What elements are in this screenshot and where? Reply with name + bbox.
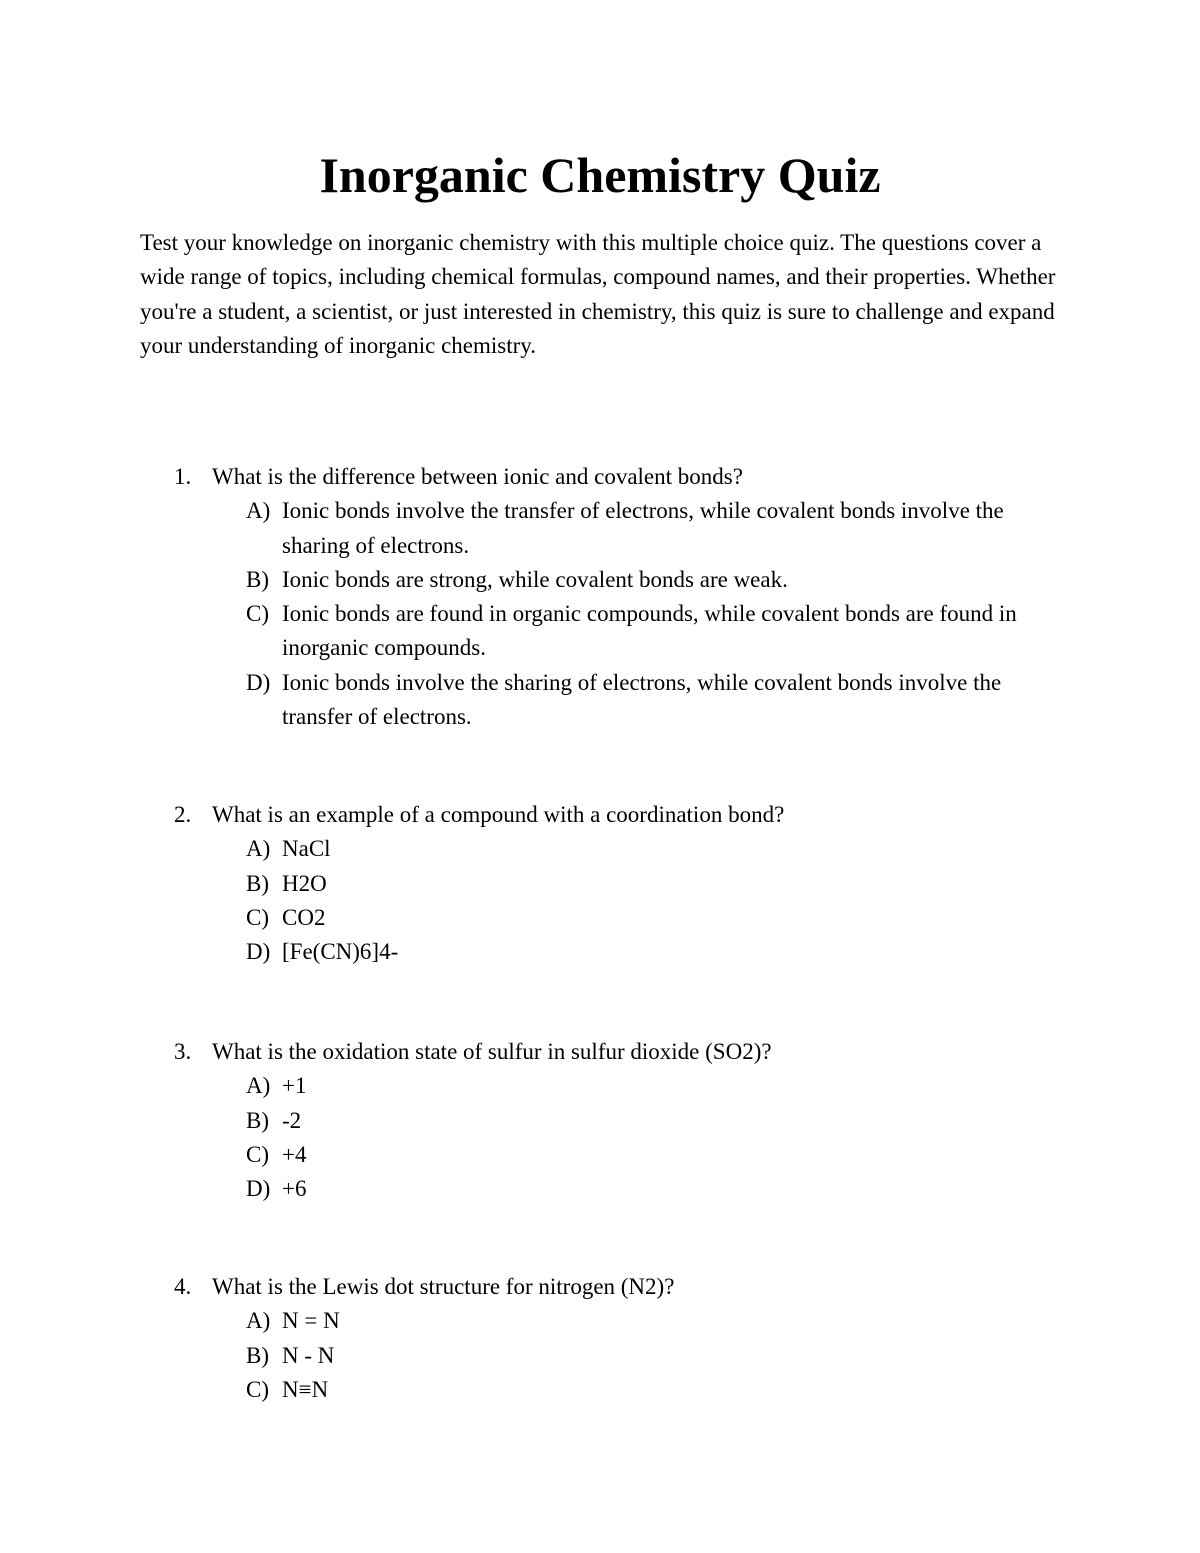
question-text: What is the Lewis dot structure for nitrogen (N2)? — [212, 1274, 675, 1299]
option-c — [0, 597, 1042, 666]
question-text: What is the oxidation state of sulfur in sulfur dioxide (SO2)? — [212, 1039, 772, 1064]
option-text: CO2 — [282, 904, 326, 930]
option-text: N≡N — [282, 1376, 329, 1402]
option-text: -2 — [282, 1107, 302, 1133]
option-c — [0, 901, 1042, 935]
option-letter: A) — [246, 1308, 271, 1334]
option-letter: A) — [246, 836, 271, 862]
question-number: 1. — [174, 464, 192, 489]
option-letter: A) — [246, 1073, 271, 1099]
option-text: NaCl — [282, 836, 331, 862]
option-text: [Fe(CN)6]4- — [282, 939, 399, 965]
question-number: 3. — [174, 1039, 192, 1064]
option-text: Ionic bonds are strong, while covalent bonds are weak. — [282, 566, 788, 592]
option-letter: B) — [246, 566, 269, 592]
option-letter: B) — [246, 1342, 269, 1368]
question-number: 4. — [174, 1274, 192, 1299]
option-letter: D) — [246, 669, 271, 695]
page-title: Inorganic Chemistry Quiz — [319, 147, 881, 203]
question-text: What is the difference between ionic and covalent bonds? — [212, 464, 743, 489]
option-text: Ionic bonds involve the sharing of electrons, while covalent bonds involve the transfer of electrons. — [282, 669, 1002, 730]
option-letter: C) — [246, 1376, 269, 1402]
option-d — [0, 666, 1042, 735]
question-2 — [0, 798, 1200, 969]
option-c — [0, 1138, 1042, 1172]
option-b — [0, 867, 1042, 901]
option-text: +6 — [282, 1176, 307, 1202]
question-3 — [0, 1035, 1200, 1206]
option-d — [0, 935, 1042, 969]
option-a — [0, 494, 1042, 563]
option-letter: C) — [246, 601, 269, 627]
option-letter: D) — [246, 939, 271, 965]
option-b — [0, 1339, 1042, 1373]
question-1 — [0, 460, 1200, 734]
option-d — [0, 1172, 1042, 1206]
option-a — [0, 832, 1042, 866]
option-letter: B) — [246, 870, 269, 896]
option-b — [0, 1104, 1042, 1138]
option-text: N - N — [282, 1342, 335, 1368]
option-b — [0, 563, 1042, 597]
option-letter: C) — [246, 904, 269, 930]
option-a — [0, 1069, 1042, 1103]
option-c — [0, 1373, 1042, 1407]
question-number: 2. — [174, 802, 192, 827]
option-a — [0, 1304, 1042, 1338]
option-letter: D) — [246, 1176, 271, 1202]
option-letter: C) — [246, 1141, 269, 1167]
option-text: +1 — [282, 1073, 307, 1099]
option-text: H2O — [282, 870, 327, 896]
option-text: N = N — [282, 1308, 340, 1334]
option-text: Ionic bonds involve the transfer of electrons, while covalent bonds involve the sharing of electrons. — [282, 498, 1004, 558]
question-4 — [0, 1270, 1200, 1407]
intro-paragraph: Test your knowledge on inorganic chemistry with this multiple choice quiz. The questions cover a wide range of topics, including chemical formulas, compound names, and their properties. Whether you're a student, a scientist, or just interested in chemistry, this quiz is sure to challenge and expand your understanding of inorganic chemistry. — [140, 230, 1056, 358]
option-letter: B) — [246, 1107, 269, 1133]
option-letter: A) — [246, 498, 271, 524]
option-text: Ionic bonds are found in organic compounds, while covalent bonds are found in inorganic compounds. — [282, 601, 1017, 661]
option-text: +4 — [282, 1141, 307, 1167]
question-text: What is an example of a compound with a coordination bond? — [212, 802, 785, 827]
